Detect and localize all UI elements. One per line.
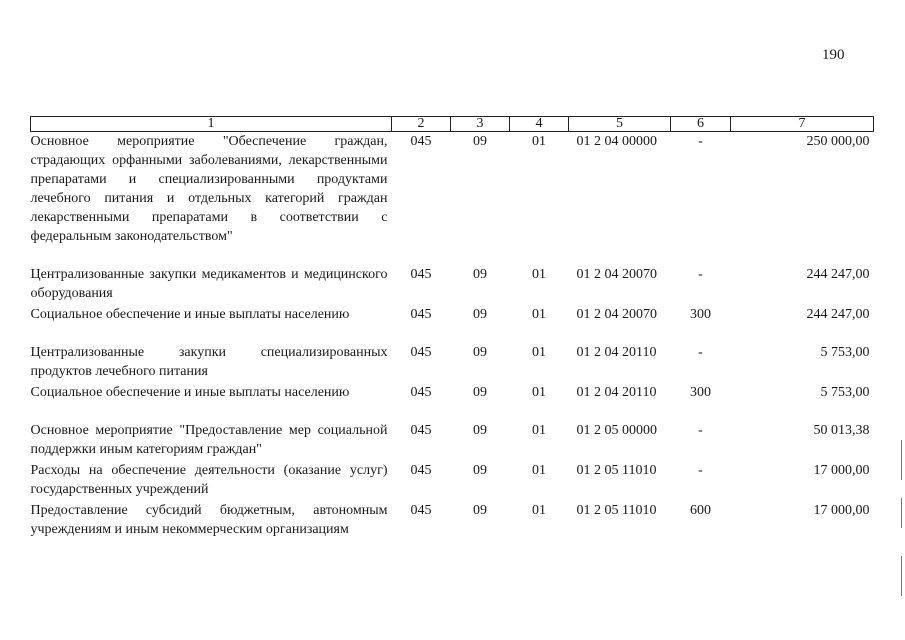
table-row (31, 265, 874, 305)
scan-edge-mark (901, 556, 902, 596)
row-expense-type: 600 (690, 503, 711, 518)
table-row (31, 421, 874, 461)
header-cell-7: 7 (731, 117, 874, 132)
table-row (31, 461, 874, 501)
row-amount: 17 000,00 (813, 503, 870, 518)
row-expense-type: - (698, 267, 703, 282)
header-cell-2: 2 (392, 117, 451, 132)
table-row (31, 383, 874, 421)
row-amount: 250 000,00 (806, 134, 870, 149)
row-amount: 244 247,00 (806, 307, 870, 322)
row-section: 09 (473, 503, 487, 518)
row-ministry: 045 (410, 267, 432, 282)
row-ministry: 045 (410, 345, 432, 360)
row-target-article: 01 2 04 20110 (576, 345, 657, 360)
row-ministry: 045 (410, 307, 432, 322)
row-ministry: 045 (410, 503, 432, 518)
row-subsection: 01 (532, 463, 546, 478)
row-section: 09 (473, 345, 487, 360)
table-row (31, 132, 874, 266)
header-cell-1: 1 (31, 117, 392, 132)
row-amount: 17 000,00 (813, 463, 870, 478)
row-expense-type: - (698, 423, 703, 438)
header-cell-3: 3 (451, 117, 510, 132)
row-subsection: 01 (532, 134, 546, 149)
scan-edge-mark (901, 440, 902, 480)
page-number: 190 (822, 47, 845, 63)
row-subsection: 01 (532, 423, 546, 438)
row-name: Основное мероприятие "Обеспечение граждан, страдающих орфанными заболеваниями, лекарственными препаратами и специализированными продуктами лечебного питания и отдельных категорий граждан лекарственными препаратами в соответствии с федеральным законодательством" (30, 134, 388, 244)
row-subsection: 01 (532, 345, 546, 360)
row-amount: 5 753,00 (820, 385, 870, 400)
row-name: Социальное обеспечение и иные выплаты населению (30, 385, 350, 400)
row-name: Предоставление субсидий бюджетным, автономным учреждениям и иным некоммерческим организациям (30, 503, 388, 537)
row-target-article: 01 2 05 11010 (576, 463, 657, 478)
row-section: 09 (473, 463, 487, 478)
row-ministry: 045 (410, 463, 432, 478)
table-row (31, 501, 874, 541)
row-target-article: 01 2 04 20110 (576, 385, 657, 400)
row-subsection: 01 (532, 307, 546, 322)
budget-table (30, 116, 874, 541)
table-row (31, 343, 874, 383)
row-ministry: 045 (410, 385, 432, 400)
row-section: 09 (473, 385, 487, 400)
row-ministry: 045 (410, 423, 432, 438)
row-section: 09 (473, 134, 487, 149)
row-target-article: 01 2 04 00000 (576, 134, 657, 149)
row-amount: 50 013,38 (813, 423, 870, 438)
row-section: 09 (473, 267, 487, 282)
row-name: Централизованные закупки медикаментов и медицинского оборудования (30, 267, 388, 301)
row-name: Расходы на обеспечение деятельности (оказание услуг) государственных учреждений (30, 463, 388, 497)
row-expense-type: 300 (690, 385, 711, 400)
header-row (31, 117, 874, 132)
row-section: 09 (473, 307, 487, 322)
row-expense-type: - (698, 463, 703, 478)
row-name: Централизованные закупки специализированных продуктов лечебного питания (30, 345, 388, 379)
row-expense-type: - (698, 345, 703, 360)
row-target-article: 01 2 04 20070 (576, 307, 657, 322)
row-ministry: 045 (410, 134, 432, 149)
row-expense-type: - (698, 134, 703, 149)
row-target-article: 01 2 05 11010 (576, 503, 657, 518)
row-target-article: 01 2 05 00000 (576, 423, 657, 438)
row-target-article: 01 2 04 20070 (576, 267, 657, 282)
row-section: 09 (473, 423, 487, 438)
row-name: Социальное обеспечение и иные выплаты населению (30, 307, 350, 322)
header-cell-6: 6 (671, 117, 731, 132)
row-subsection: 01 (532, 503, 546, 518)
row-amount: 5 753,00 (820, 345, 870, 360)
row-subsection: 01 (532, 385, 546, 400)
row-amount: 244 247,00 (806, 267, 870, 282)
row-subsection: 01 (532, 267, 546, 282)
row-expense-type: 300 (690, 307, 711, 322)
header-cell-4: 4 (510, 117, 569, 132)
row-name: Основное мероприятие "Предоставление мер социальной поддержки иным категориям граждан" (30, 423, 388, 457)
scan-edge-mark (901, 498, 902, 528)
header-cell-5: 5 (569, 117, 671, 132)
table-row (31, 305, 874, 343)
